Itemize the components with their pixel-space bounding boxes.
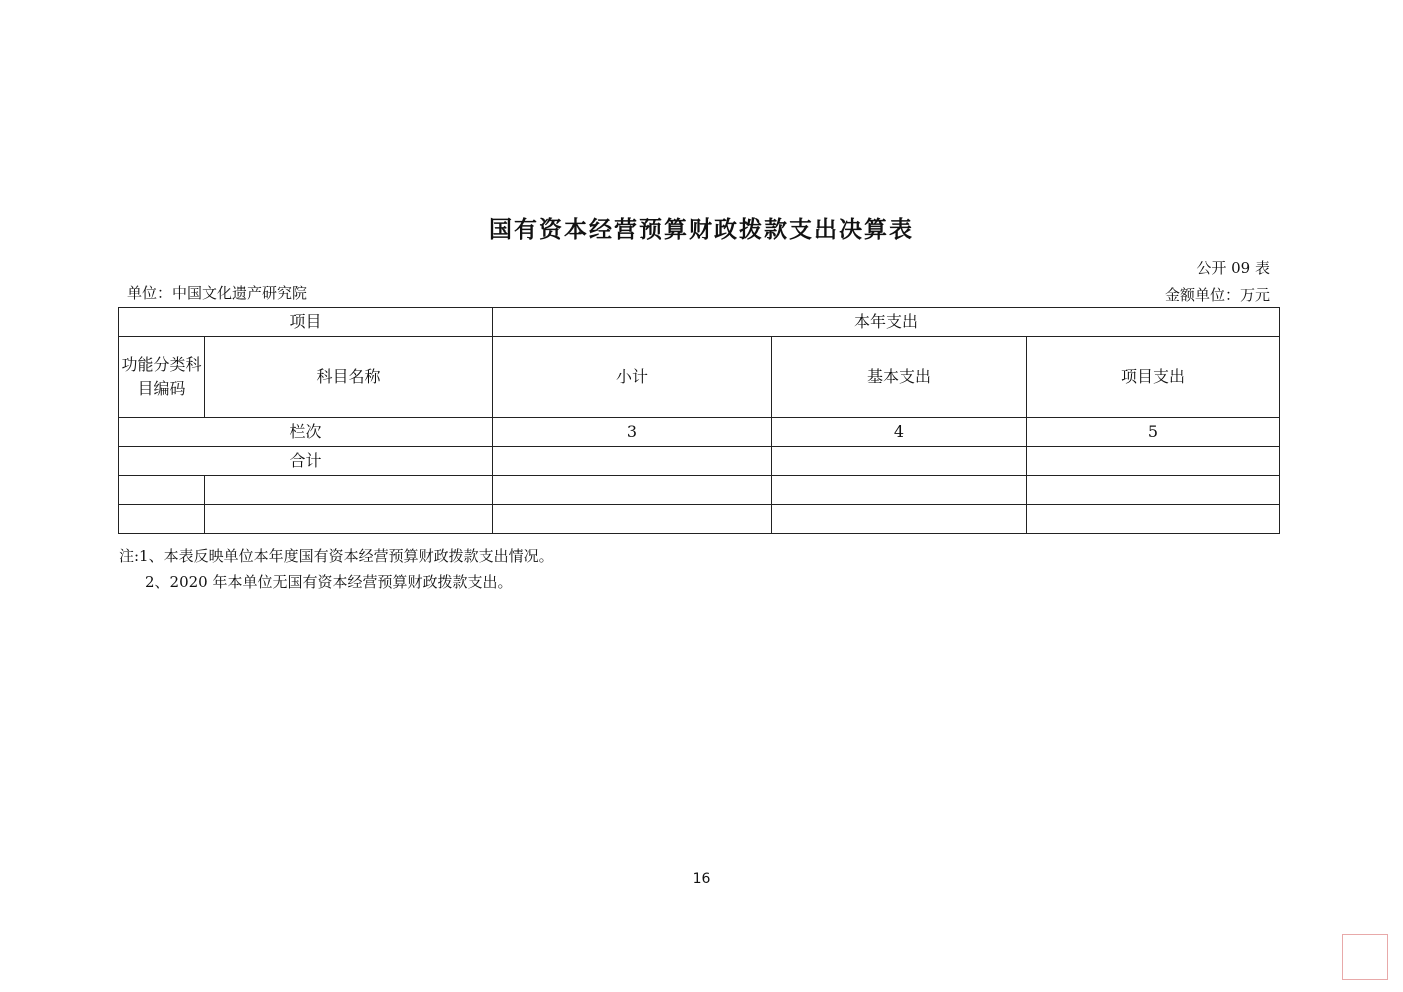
page-number: 16 [692,871,711,887]
header-func-code: 功能分类科目编码 [119,337,205,418]
empty-cell [205,476,493,505]
unit-label: 单位：中国文化遗产研究院 [127,284,308,302]
column-number-3: 3 [493,418,772,447]
empty-cell [205,505,493,534]
total-row [119,447,1280,476]
header-project-expense: 项目支出 [1027,337,1280,418]
column-number-4: 4 [772,418,1027,447]
empty-cell [493,505,772,534]
document-title: 国有资本经营预算财政拨款支出决算表 [489,216,914,243]
empty-cell [493,476,772,505]
header-item: 项目 [119,308,493,337]
amount-unit: 金额单位：万元 [1164,286,1270,304]
seal-stamp [1342,934,1388,980]
empty-cell [119,505,205,534]
empty-cell [772,505,1027,534]
empty-cell [119,476,205,505]
header-subtotal: 小计 [493,337,772,418]
budget-table [118,307,1280,534]
table-subheader-row [119,337,1280,418]
header-current-year-expense: 本年支出 [493,308,1280,337]
total-project-cell [1027,447,1280,476]
form-number: 公开 09 表 [1196,259,1270,277]
empty-cell [772,476,1027,505]
note-1: 注:1、本表反映单位本年度国有资本经营预算财政拨款支出情况。 [119,547,554,565]
total-subtotal-cell [493,447,772,476]
empty-cell [1027,505,1280,534]
header-basic-expense: 基本支出 [772,337,1027,418]
column-number-row [119,418,1280,447]
total-basic-cell [772,447,1027,476]
header-subject-name: 科目名称 [205,337,493,418]
table-header-row [119,308,1280,337]
table-row [119,476,1280,505]
column-number-5: 5 [1027,418,1280,447]
table-row [119,505,1280,534]
notes [119,543,554,595]
column-number-label: 栏次 [119,418,493,447]
empty-cell [1027,476,1280,505]
note-2: 2、2020 年本单位无国有资本经营预算财政拨款支出。 [145,573,513,591]
total-label: 合计 [119,447,493,476]
